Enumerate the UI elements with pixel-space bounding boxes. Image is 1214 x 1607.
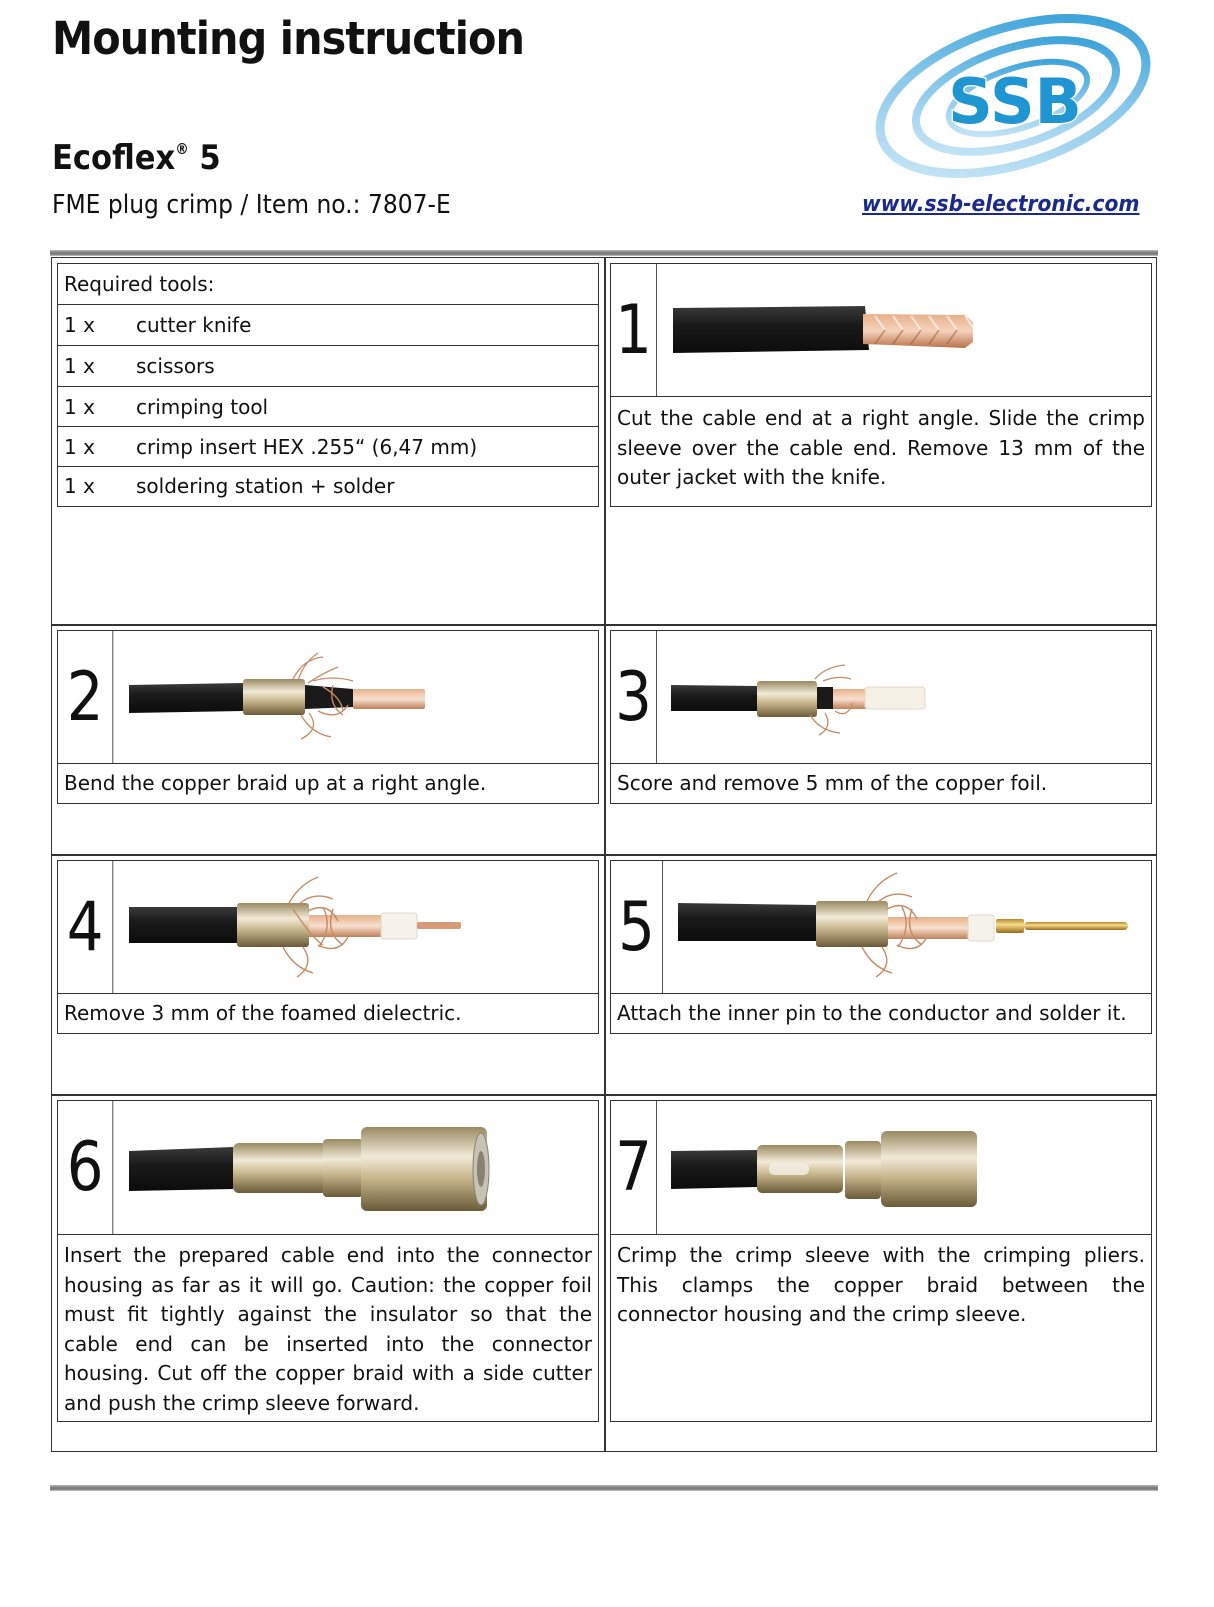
cable-photo-icon <box>123 631 598 763</box>
tool-name: crimp insert HEX .255“ (6,47 mm) <box>136 434 478 459</box>
grid-row-divider <box>51 854 1157 856</box>
svg-text:SSB: SSB <box>948 65 1082 138</box>
cable-photo-icon <box>665 264 1151 396</box>
cable-stripped-braid-photo <box>665 264 1151 396</box>
step-2-card <box>57 630 599 804</box>
step-number: 4 <box>58 861 113 993</box>
step-3-card <box>610 630 1152 804</box>
step-number: 6 <box>58 1101 113 1234</box>
connector-housing-inserted-photo <box>123 1101 598 1234</box>
step-4-card <box>57 860 599 1034</box>
tool-name: soldering station + solder <box>136 474 395 498</box>
inner-pin-attached-photo <box>672 861 1151 993</box>
cable-photo-icon <box>672 861 1151 993</box>
step-header <box>611 264 1151 397</box>
step-header <box>611 1101 1151 1235</box>
cable-photo-icon <box>665 631 1151 763</box>
step-header <box>611 631 1151 764</box>
tool-name: scissors <box>136 354 215 378</box>
step-description: Crimp the crimp sleeve with the crimping pliers. This clamps the copper braid between the connector housing and the crimp sleeve. <box>617 1243 1145 1326</box>
step-7-card <box>610 1100 1152 1422</box>
tool-row <box>58 387 598 427</box>
product-line: FME plug crimp / Item no.: 7807-E <box>52 190 451 220</box>
step-5-card <box>610 860 1152 1034</box>
step-1-card <box>610 263 1152 507</box>
dielectric-removed-photo <box>123 861 598 993</box>
step-header <box>58 861 598 994</box>
tools-heading <box>58 264 598 305</box>
website-link[interactable]: www.ssb-electronic.com <box>862 192 1140 217</box>
step-6-card <box>57 1100 599 1422</box>
grid-row-divider <box>51 1094 1157 1096</box>
tool-qty: 1 x <box>64 474 95 498</box>
required-tools-table <box>57 263 599 507</box>
connector-photo-icon <box>665 1101 1151 1234</box>
tool-row <box>58 427 598 467</box>
grid-row-divider <box>51 624 1157 626</box>
step-description: Bend the copper braid up at a right angle. <box>64 771 487 795</box>
braid-bent-up-photo <box>123 631 598 763</box>
foil-removed-photo <box>665 631 1151 763</box>
tool-row <box>58 467 598 505</box>
step-description: Attach the inner pin to the conductor and solder it. <box>617 1001 1127 1025</box>
top-divider <box>50 250 1158 256</box>
tool-row <box>58 346 598 387</box>
ssb-logo <box>868 12 1158 180</box>
bottom-divider <box>50 1485 1158 1491</box>
product-name <box>52 138 221 178</box>
tool-name: cutter knife <box>136 313 252 337</box>
step-header <box>611 861 1151 994</box>
step-description: Insert the prepared cable end into the connector housing as far as it will go. Caution: the copper foil must fit tightly against the insulator so that the cable end can be inserted into the connector housing. Cut off the copper braid with a side cutter and push the crimp sleeve forward. <box>64 1243 592 1415</box>
step-number: 5 <box>611 861 663 993</box>
product-name-text: Ecoflex <box>52 138 176 178</box>
tool-qty: 1 x <box>64 434 95 459</box>
tool-qty: 1 x <box>64 313 95 337</box>
tool-row <box>58 305 598 346</box>
step-description: Score and remove 5 mm of the copper foil. <box>617 771 1048 795</box>
tool-name: crimping tool <box>136 394 269 419</box>
registered-mark: ® <box>175 140 189 158</box>
tool-qty: 1 x <box>64 354 95 378</box>
crimped-connector-photo <box>665 1101 1151 1234</box>
ssb-logo-icon <box>868 12 1158 180</box>
step-number: 1 <box>611 264 657 396</box>
connector-photo-icon <box>123 1101 598 1234</box>
step-number: 2 <box>58 631 113 763</box>
step-header <box>58 1101 598 1235</box>
step-description: Cut the cable end at a right angle. Slide the crimp sleeve over the cable end. Remove 13 mm of the outer jacket with the knife. <box>617 406 1145 489</box>
product-variant: 5 <box>199 138 221 178</box>
step-header <box>58 631 598 764</box>
tool-qty: 1 x <box>64 394 95 419</box>
tools-heading-text: Required tools: <box>64 272 215 296</box>
cable-photo-icon <box>123 861 598 993</box>
step-number: 7 <box>611 1101 657 1234</box>
page-title: Mounting instruction <box>52 12 525 65</box>
step-number: 3 <box>611 631 657 763</box>
step-description: Remove 3 mm of the foamed dielectric. <box>64 1001 462 1025</box>
